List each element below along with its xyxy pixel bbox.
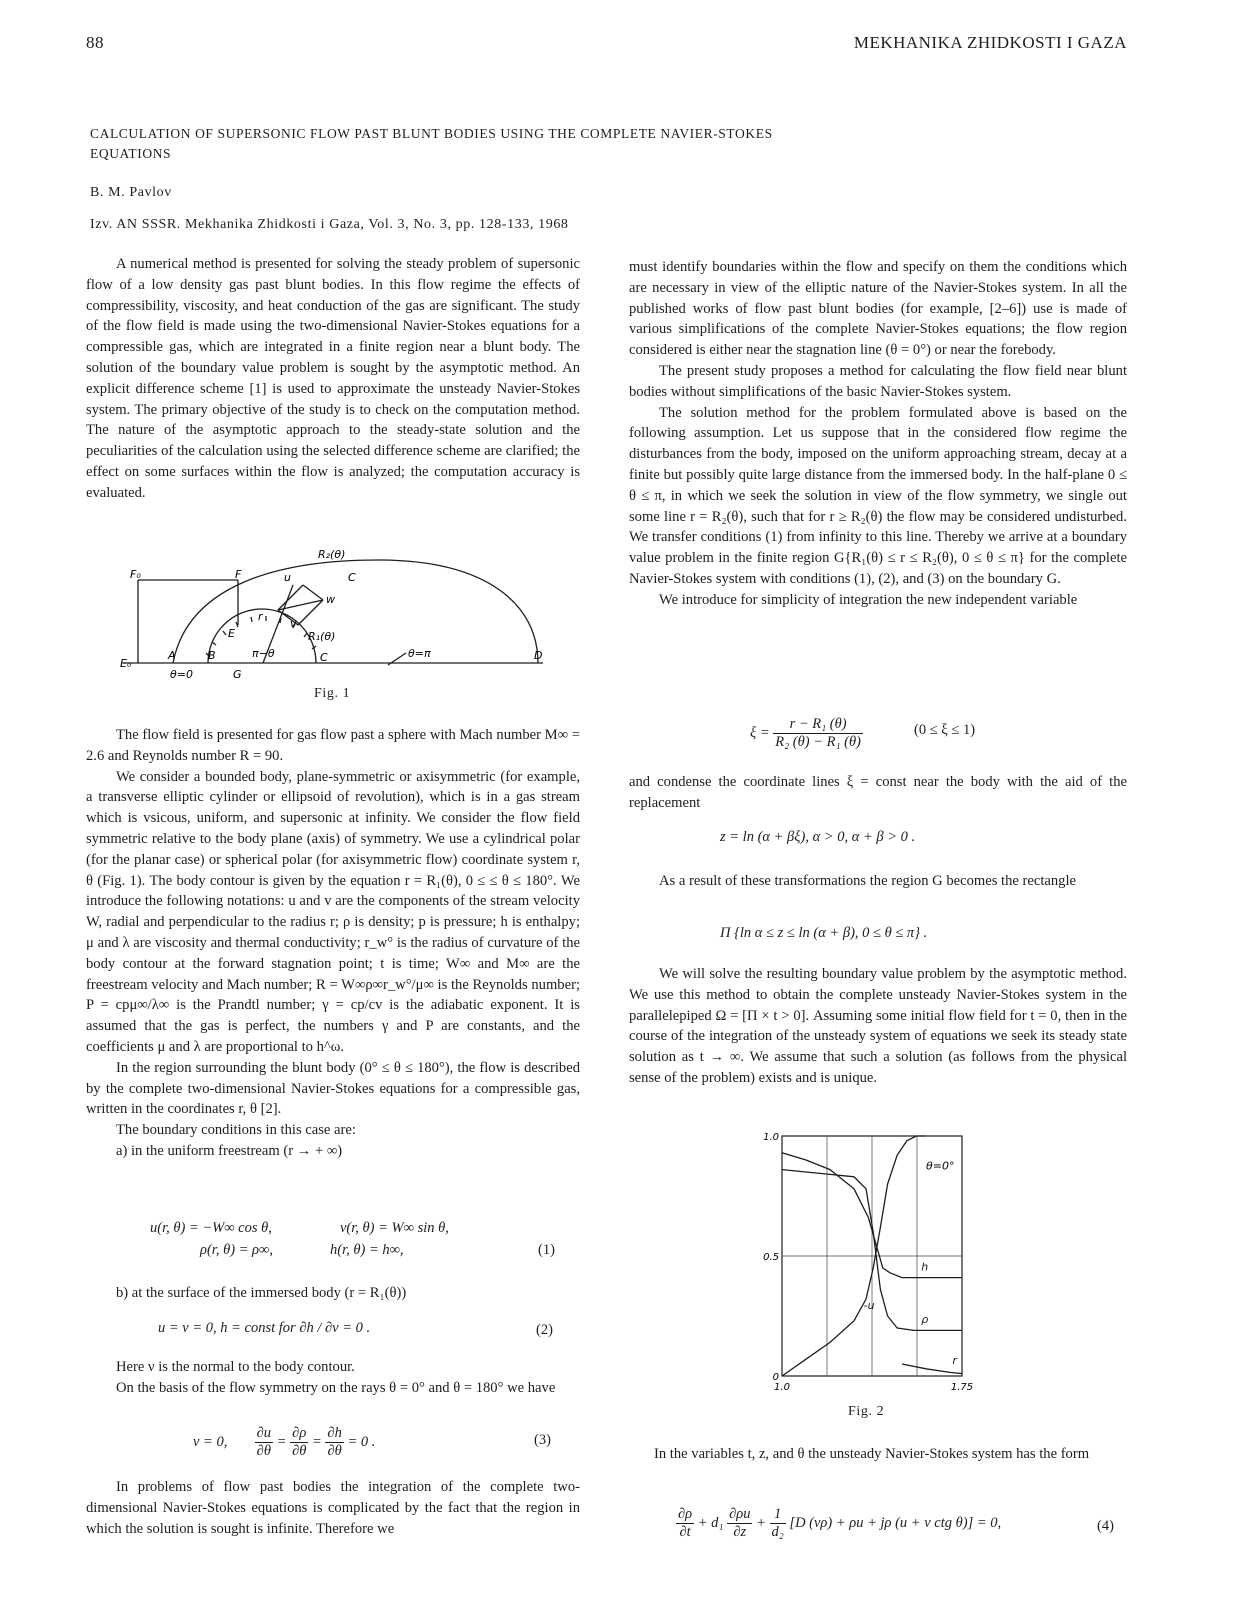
right-p8: In the variables t, z, and θ the unsteady Navier-Stokes system has the form [654,1446,1090,1462]
left-p3: In the region surrounding the blunt body (0° ≤ θ ≤ 180°), the flow is described by the complete two-dimensional Navier-Stokes equations for a compressible gas, written in the coordinates r, θ [2]. [86,1059,580,1118]
fig1-label-c-bottom: C [320,651,328,664]
fig2-series-label-1: ρ [921,1313,929,1327]
eq2-number: (2) [536,1322,553,1338]
right-body [629,257,1127,611]
eq3-left: v = 0, [193,1433,228,1450]
right-p6-wrap [629,871,1127,892]
eq-z: z = ln (α + βξ), α > 0, α + β > 0 . [720,829,916,845]
eq-xi-range: (0 ≤ ξ ≤ 1) [914,722,976,738]
right-p5-wrap [629,772,1127,814]
eq-pi: Π {ln α ≤ z ≤ ln (α + β), 0 ≤ θ ≤ π} . [720,925,928,941]
left-p2: We consider a bounded body, plane-symmetric or axisymmetric (for example, a transverse elliptic cylinder or ellipsoid of revolution), which is in a gas stream which is vsicous, uniform, and supersonic at infinity. We consider the flow field symmetric relative to the body plane (axis) of symmetry. We use a cylindrical polar (for the planar case) or spherical polar (for axisymmetric flow) coordinate system r, θ (Fig. 1). The body contour is given by the equation r = R₁(θ), 0 ≤ ≤ θ ≤ 180°. We introduce the following notations: u and v are the components of the stream velocity W, radial and perpendicular to the radius r; ρ is density; p is pressure; h is enthalpy; μ and λ are viscosity and thermal conductivity; r_w° is the radius of curvature of the body contour at the forward stagnation point; t is time; W∞ and M∞ are the freestream velocity and Mach number; R = W∞ρ∞r_w°/μ∞ is the Reynolds number; P = cpμ∞/λ∞ is the Prandtl number; γ = cp/cv is the adiabatic exponent. It is assumed that the gas is perfect, the numbers γ and P are constants, and the coefficients μ and λ are proportional to h^ω. [86,768,580,1055]
fig1-label-r: r [258,610,263,623]
eq1-a: u(r, θ) = −W∞ cos θ, [150,1220,272,1236]
fig1-label-c-top: C [348,571,356,584]
figure-2-chart [760,1128,980,1403]
fig1-label-r2: R₂(θ) [318,548,346,561]
fig1-label-b: B [208,649,216,662]
eq2: u = v = 0, h = const for ∂h / ∂ν = 0 . [158,1320,371,1336]
citation: Izv. AN SSSR. Mekhanika Zhidkosti i Gaza, Vol. 3, No. 3, pp. 128-133, 1968 [90,217,569,232]
left-p7: Here ν is the normal to the body contour. [116,1359,355,1375]
fig1-label-f0: F₀ [130,568,141,581]
article-title-line2: EQUATIONS [90,146,172,161]
fig1-label-e: E [228,627,235,640]
abstract-text: A numerical method is presented for solving the steady problem of supersonic flow of a low density gas past blunt bodies. In this flow regime the effects of compressibility, viscosity, and heat conduction of the gas are significant. The study of the flow field is made using the two-dimensional Navier-Stokes equations for a compressible gas, which are integrated in a finite region near a blunt body. The solution of the boundary value problem is sought by the asymptotic method. An explicit difference scheme [1] is used to approximate the unsteady Navier-Stokes system. The primary objective of the study is to check on the computation method. The nature of the asymptotic approach to the steady-state solution and the peculiarities of the calculation using the selected difference scheme are clarified; the effect on some surfaces within the flow is analyzed; the computation accuracy is evaluated. [86,256,580,501]
right-p5: and condense the coordinate lines ξ = const near the body with the aid of the replacement [629,774,1127,811]
fig2-xtick-0: 1.0 [774,1382,790,1393]
fig1-label-theta-0: θ=0 [170,668,193,681]
fig1-caption: Fig. 1 [314,686,351,701]
left-body-2 [86,1357,580,1399]
left-p5: a) in the uniform freestream (r → + ∞) [116,1142,343,1159]
right-p4: We introduce for simplicity of integration the new independent variable [659,591,1078,608]
article-title-line1: CALCULATION OF SUPERSONIC FLOW PAST BLUNT BODIES USING THE COMPLETE NAVIER-STOKES [90,126,773,141]
fig2-series-label-2: -u [863,1298,875,1312]
abstract [86,254,580,504]
fig1-label-f: F [235,568,242,581]
fig1-label-w: w [326,593,335,606]
fig1-label-u: u [284,571,291,584]
fig1-label-e0: E₀ [120,657,132,670]
left-p9-wrap [86,1477,580,1539]
fig2-ytick-0: 0 [772,1372,779,1383]
fig2-series-label-3: r [952,1354,957,1367]
left-p8: On the basis of the flow symmetry on the rays θ = 0° and θ = 180° we have [116,1379,556,1396]
right-p8-wrap [624,1444,1127,1465]
fig1-velocity-u [278,585,303,610]
fig1-label-theta-pi: θ=π [408,647,431,660]
left-p1: The flow field is presented for gas flow past a sphere with Mach number M∞ = 2.6 and Reynolds number R = 90. [86,727,580,764]
fig2-caption: Fig. 2 [848,1404,885,1419]
author: B. M. Pavlov [90,185,172,200]
fig1-label-pi-theta: π−θ [252,647,275,660]
right-p2: The present study proposes a method for calculating the flow field near blunt bodies without simplifications of the basic Navier-Stokes system. [629,362,1127,400]
eq1-b: v(r, θ) = W∞ sin θ, [340,1220,449,1236]
left-p6-wrap [86,1283,580,1304]
left-p9: In problems of flow past bodies the integration of the complete two-dimensional Navier-Stokes equations is complicated by the fact that the region in which the solution is sought is infinite. Therefore we [86,1479,580,1537]
fig2-series-label-0: h [921,1260,929,1274]
fig1-label-a: A [168,649,176,662]
fig1-label-d: D [534,649,543,662]
eq1-d: h(r, θ) = h∞, [330,1242,404,1258]
right-p7-wrap [629,964,1127,1089]
left-p6: b) at the surface of the immersed body (r = R₁(θ)) [116,1285,407,1301]
left-p4: The boundary conditions in this case are: [116,1122,356,1139]
article-title [90,124,890,164]
left-body [86,725,580,1162]
eq3-number: (3) [534,1432,551,1448]
eq4: $\frac{\partial\rho}{\partial t}$ + d₁ $\frac{\partial\rho u}{\partial z}$ + $\frac{1}{\text{d₂}}$ [D (vρ) + ρu + jρ (u + v ctg θ)] = 0, [678,1506,1002,1540]
fig2-ytick-1: 0.5 [763,1252,779,1263]
fig1-label-v: v [290,617,297,630]
fig1-label-g: G [233,668,242,681]
right-p3: The solution method for the problem formulated above is based on the following assumption. Let us suppose that in the considered flow regime the disturbances from the body, imposed on the uniform approaching stream, decay at a finite but possibly quite large distance from the immersed body. In the half-plane 0 ≤ θ ≤ π, in which we seek the solution in view of the flow symmetry, we single out some line r = R₂(θ), such that for r ≥ R₂(θ) the flow may be considered undisturbed. We transfer conditions (1) from infinity to this line. Thereby we arrive at a boundary value problem in the finite region G{R₁(θ) ≤ r ≤ R₂(θ), 0 ≤ θ ≤ π} for the complete Navier-Stokes system with conditions (1), (2), and (3) on the boundary G. [629,404,1127,587]
page-number: 88 [86,33,104,52]
right-p1: must identify boundaries within the flow and specify on them the conditions which are necessary in view of the elliptic nature of the Navier-Stokes system. In all the published works of flow past blunt bodies (for example, [2–6]) use is made of various simplifications of the complete Navier-Stokes equations; the flow region considered is either near the stagnation line (θ = 0°) or near the forebody. [629,259,1127,359]
fig1-parallelogram-a [303,585,323,600]
fig1-label-r1: R₁(θ) [308,630,336,643]
right-p7: We will solve the resulting boundary value problem by the asymptotic method. We use this method to obtain the complete unsteady Navier-Stokes system in the parallelepiped Ω = [Π × t > 0]. Assuming some initial flow field for t = 0, then in the course of the integration of the unsteady system of equations we seek its steady state solution as t → ∞. We assume that such a solution (as follows from the physical sense of the problem) exists and is unique. [629,966,1127,1086]
eq3: v = 0, $\frac{\partial u}{\partial\theta}$ = $\frac{\partial\rho}{\partial\theta}$ = $\frac{\partial h}{\partial\theta}$ = 0 . [193,1425,376,1459]
eq4-number: (4) [1097,1518,1114,1534]
fig2-ytick-2: 1.0 [763,1132,779,1143]
fig2-annotation: θ=0° [926,1159,955,1173]
journal-name: MEKHANIKA ZHIDKOSTI I GAZA [853,33,1127,52]
figure-1 [118,545,558,685]
eq-xi: ξ = $\frac{\text{r − R₁ (θ)}}{\text{R₂ (θ) − R₁ (θ)}}$ [750,716,861,750]
fig1-parallelogram-b [298,600,323,625]
fig2-xtick-1: 1.75 [950,1382,974,1393]
eq1-number: (1) [538,1242,555,1258]
right-p6: As a result of these transformations the region G becomes the rectangle [659,873,1076,889]
eq1-c: ρ(r, θ) = ρ∞, [200,1242,273,1258]
